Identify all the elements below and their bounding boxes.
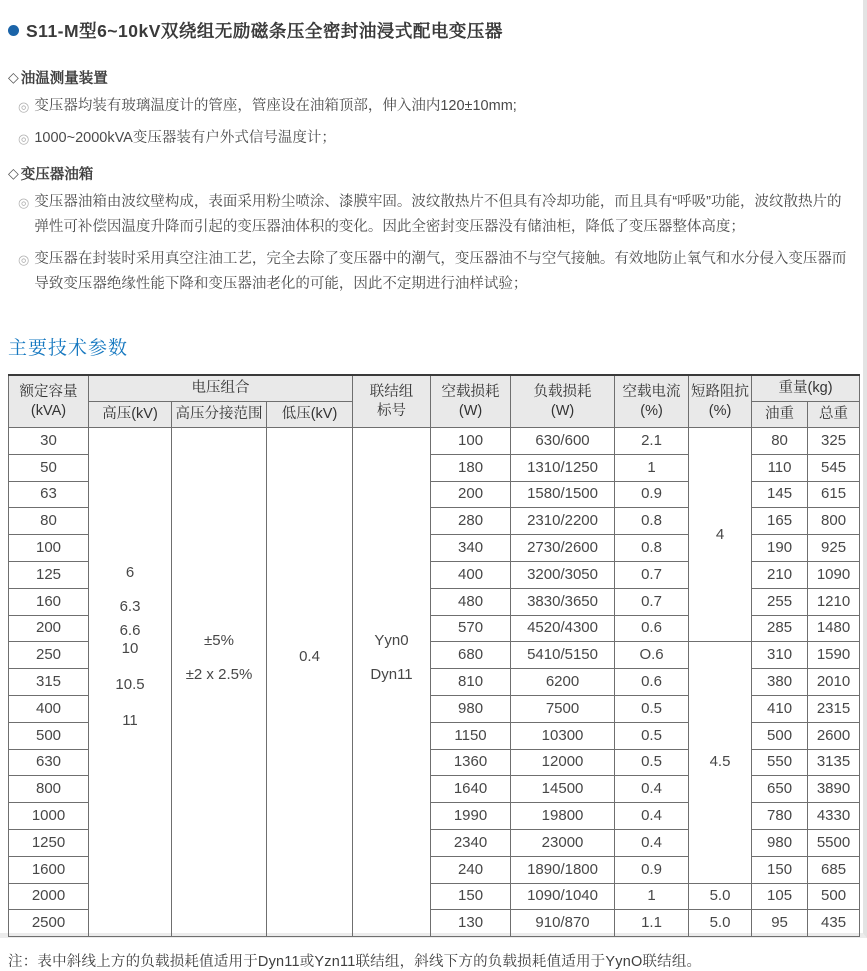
cell-total-weight: 685 (808, 856, 860, 883)
cell-total-weight: 2010 (808, 669, 860, 696)
cell-total-weight: 925 (808, 535, 860, 562)
table-row (9, 428, 860, 455)
cell-total-weight: 5500 (808, 829, 860, 856)
header-text: (kVA) (30, 402, 67, 419)
col-header-total-weight: 总重 (808, 402, 860, 428)
group-title-text: 变压器油箱 (20, 167, 94, 183)
feature-text: 变压器均装有玻璃温度计的管座，管座设在油箱顶部，伸入油内120±10mm; (34, 98, 517, 114)
cell-oil-weight: 980 (752, 829, 808, 856)
cell-kva: 200 (9, 615, 89, 642)
cell-vector-group-stack (353, 632, 430, 684)
cell-impedance: 5.0 (689, 910, 752, 937)
col-header-impedance (689, 375, 752, 428)
cell-no-load-current: 0.5 (615, 722, 689, 749)
cell-load-loss: 7500 (511, 695, 615, 722)
stack-value: 10 (121, 640, 139, 658)
stack-value: Yyn0 (374, 632, 409, 650)
cell-load-loss: 3830/3650 (511, 588, 615, 615)
cell-kva: 100 (9, 535, 89, 562)
stack-value: 11 (122, 712, 138, 730)
cell-load-loss: 19800 (511, 803, 615, 830)
diamond-icon: ◇ (8, 69, 19, 85)
cell-oil-weight: 650 (752, 776, 808, 803)
cell-no-load-current: 0.5 (615, 749, 689, 776)
col-header-no-load-current (615, 375, 689, 428)
cell-oil-weight: 255 (752, 588, 808, 615)
cell-no-load-current: 2.1 (615, 428, 689, 455)
feature-item (18, 126, 855, 151)
cell-load-loss: 5410/5150 (511, 642, 615, 669)
cell-oil-weight: 310 (752, 642, 808, 669)
cell-no-load-loss: 180 (431, 454, 511, 481)
header-text: (W) (550, 402, 575, 419)
cell-no-load-current: 0.6 (615, 615, 689, 642)
cell-load-loss: 23000 (511, 829, 615, 856)
table-note: 注：表中斜线上方的负载损耗值适用于Dyn11或Yzn11联结组，斜线下方的负载损耗值适用于YynO联结组。 (8, 954, 702, 971)
cell-kva: 50 (9, 454, 89, 481)
cell-no-load-loss: 680 (431, 642, 511, 669)
cell-kva: 2000 (9, 883, 89, 910)
cell-kva: 160 (9, 588, 89, 615)
cell-no-load-loss: 1990 (431, 803, 511, 830)
cell-kva: 80 (9, 508, 89, 535)
cell-no-load-current: 0.6 (615, 669, 689, 696)
cell-oil-weight: 95 (752, 910, 808, 937)
cell-total-weight: 500 (808, 883, 860, 910)
header-text: (%) (640, 402, 663, 419)
cell-no-load-current: 0.4 (615, 829, 689, 856)
col-header-weight: 重量(kg) (752, 375, 860, 402)
diamond-icon: ◇ (8, 165, 19, 181)
col-header-no-load-loss (431, 375, 511, 428)
header-text: 联结组 (369, 383, 414, 400)
cell-total-weight: 1210 (808, 588, 860, 615)
cell-tap-range (172, 428, 267, 937)
cell-oil-weight: 150 (752, 856, 808, 883)
cell-no-load-current: 0.4 (615, 803, 689, 830)
cell-total-weight: 615 (808, 481, 860, 508)
cell-oil-weight: 145 (752, 481, 808, 508)
cell-total-weight: 2315 (808, 695, 860, 722)
cell-load-loss: 1580/1500 (511, 481, 615, 508)
cell-kva: 500 (9, 722, 89, 749)
table-body (9, 428, 860, 937)
feature-group-title-oil-tank (8, 163, 855, 184)
cell-load-loss: 12000 (511, 749, 615, 776)
cell-kva: 315 (9, 669, 89, 696)
cell-kva: 125 (9, 561, 89, 588)
cell-no-load-loss: 2340 (431, 829, 511, 856)
cell-total-weight: 4330 (808, 803, 860, 830)
table-header (9, 375, 860, 428)
feature-item (18, 94, 855, 119)
cell-no-load-current: 0.8 (615, 508, 689, 535)
header-text: (W) (458, 402, 483, 419)
cell-total-weight: 325 (808, 428, 860, 455)
cell-hv-values-stack (89, 564, 171, 730)
feature-item (18, 190, 855, 240)
cell-no-load-current: 0.5 (615, 695, 689, 722)
cell-hv-values (89, 428, 172, 937)
cell-no-load-loss: 980 (431, 695, 511, 722)
cell-load-loss: 1090/1040 (511, 883, 615, 910)
col-header-hv: 高压(kV) (89, 402, 172, 428)
col-header-tap-range: 高压分接范围 (172, 402, 267, 428)
cell-oil-weight: 210 (752, 561, 808, 588)
stack-value: 6 (125, 564, 135, 582)
cell-kva: 1000 (9, 803, 89, 830)
col-header-vector-group (353, 375, 431, 428)
cell-no-load-current: 1 (615, 454, 689, 481)
col-header-oil-weight: 油重 (752, 402, 808, 428)
cell-no-load-current: 0.9 (615, 481, 689, 508)
cell-no-load-loss: 400 (431, 561, 511, 588)
cell-no-load-loss: 570 (431, 615, 511, 642)
cell-impedance: 4.5 (689, 642, 752, 883)
cell-kva: 2500 (9, 910, 89, 937)
cell-tap-range-stack (172, 632, 266, 684)
cell-impedance: 5.0 (689, 883, 752, 910)
cell-load-loss: 2310/2200 (511, 508, 615, 535)
col-header-lv: 低压(kV) (267, 402, 353, 428)
cell-total-weight: 1090 (808, 561, 860, 588)
cell-load-loss: 1890/1800 (511, 856, 615, 883)
cell-oil-weight: 165 (752, 508, 808, 535)
doc-title-row (8, 18, 855, 43)
col-header-rated-capacity (9, 375, 89, 428)
header-text: 额定容量 (19, 383, 78, 400)
cell-no-load-loss: 1640 (431, 776, 511, 803)
cell-no-load-loss: 1150 (431, 722, 511, 749)
stack-value: ±5% (204, 632, 234, 650)
cell-oil-weight: 410 (752, 695, 808, 722)
cell-kva: 400 (9, 695, 89, 722)
cell-no-load-current: 0.8 (615, 535, 689, 562)
cell-kva: 630 (9, 749, 89, 776)
cell-load-loss: 2730/2600 (511, 535, 615, 562)
page-title: S11-M型6~10kV双绕组无励磁条压全密封油浸式配电变压器 (26, 21, 503, 41)
cell-load-loss: 10300 (511, 722, 615, 749)
cell-no-load-current: 1.1 (615, 910, 689, 937)
cell-no-load-loss: 240 (431, 856, 511, 883)
section-heading-main-params: 主要技术参数 (8, 338, 129, 359)
header-text: 空载损耗 (441, 383, 500, 400)
cell-no-load-loss: 130 (431, 910, 511, 937)
cell-no-load-loss: 1360 (431, 749, 511, 776)
cell-kva: 63 (9, 481, 89, 508)
stack-value: 10.5 (115, 676, 145, 694)
cell-load-loss: 630/600 (511, 428, 615, 455)
cell-no-load-current: 0.4 (615, 776, 689, 803)
cell-kva: 30 (9, 428, 89, 455)
cell-oil-weight: 780 (752, 803, 808, 830)
feature-text: 变压器在封装时采用真空注油工艺，完全去除了变压器中的潮气，变压器油不与空气接触。有效地防止氧气和水分侵入变压器而导致变压器绝缘性能下降和变压器油老化的可能，因此不定期进行油样试验； (34, 251, 847, 292)
cell-oil-weight: 80 (752, 428, 808, 455)
cell-oil-weight: 190 (752, 535, 808, 562)
cell-vector-group (353, 428, 431, 937)
stack-value: Dyn11 (370, 666, 413, 684)
cell-total-weight: 2600 (808, 722, 860, 749)
cell-no-load-current: 0.9 (615, 856, 689, 883)
header-text: 短路阻抗 (691, 383, 750, 400)
tech-params-table (8, 374, 860, 937)
cell-total-weight: 3135 (808, 749, 860, 776)
circle-icon: ◎ (18, 195, 30, 210)
stack-value: 6.6 (119, 622, 141, 640)
header-text: (%) (708, 402, 732, 419)
header-row-1 (9, 375, 860, 402)
cell-kva: 250 (9, 642, 89, 669)
header-text: 负载损耗 (533, 383, 592, 400)
stack-value: ±2 x 2.5% (185, 666, 253, 684)
cell-load-loss: 6200 (511, 669, 615, 696)
circle-icon: ◎ (18, 99, 30, 114)
cell-total-weight: 3890 (808, 776, 860, 803)
cell-load-loss: 910/870 (511, 910, 615, 937)
cell-total-weight: 800 (808, 508, 860, 535)
cell-total-weight: 435 (808, 910, 860, 937)
cell-total-weight: 1480 (808, 615, 860, 642)
cell-kva: 1250 (9, 829, 89, 856)
cell-load-loss: 1310/1250 (511, 454, 615, 481)
cell-no-load-current: O.6 (615, 642, 689, 669)
cell-no-load-loss: 480 (431, 588, 511, 615)
cell-oil-weight: 500 (752, 722, 808, 749)
feature-item (18, 247, 855, 297)
cell-oil-weight: 110 (752, 454, 808, 481)
cell-oil-weight: 550 (752, 749, 808, 776)
cell-oil-weight: 380 (752, 669, 808, 696)
cell-impedance: 4 (689, 428, 752, 642)
cell-total-weight: 545 (808, 454, 860, 481)
col-header-voltage-combination: 电压组合 (89, 375, 353, 402)
col-header-load-loss (511, 375, 615, 428)
cell-oil-weight: 105 (752, 883, 808, 910)
cell-no-load-current: 1 (615, 883, 689, 910)
feature-text: 变压器油箱由波纹壁构成，表面采用粉尘喷涂、漆膜牢固。波纹散热片不但具有冷却功能，而且具有“呼吸”功能，波纹散热片的弹性可补偿因温度升降而引起的变压器油体积的变化。因此全密封变压器没有储油柜，降低了变压器整体高度； (34, 194, 842, 235)
header-text: 空载电流 (622, 383, 681, 400)
cell-load-loss: 4520/4300 (511, 615, 615, 642)
cell-no-load-current: 0.7 (615, 561, 689, 588)
cell-kva: 800 (9, 776, 89, 803)
cell-no-load-loss: 810 (431, 669, 511, 696)
cell-oil-weight: 285 (752, 615, 808, 642)
circle-icon: ◎ (18, 252, 30, 267)
group-title-text: 油温测量装置 (20, 71, 108, 87)
cell-total-weight: 1590 (808, 642, 860, 669)
circle-icon: ◎ (18, 131, 30, 146)
stack-value: 6.3 (119, 598, 141, 616)
cell-load-loss: 3200/3050 (511, 561, 615, 588)
feature-text: 1000~2000kVA变压器装有户外式信号温度计； (34, 130, 336, 146)
lv-value: 0.4 (299, 648, 320, 666)
cell-load-loss: 14500 (511, 776, 615, 803)
feature-group-title-oil-temp (8, 67, 855, 88)
cell-no-load-loss: 100 (431, 428, 511, 455)
cell-no-load-loss: 200 (431, 481, 511, 508)
cell-no-load-current: 0.7 (615, 588, 689, 615)
header-text: 标号 (377, 402, 407, 419)
cell-no-load-loss: 340 (431, 535, 511, 562)
bullet-icon (8, 25, 19, 36)
cell-kva: 1600 (9, 856, 89, 883)
cell-no-load-loss: 150 (431, 883, 511, 910)
cell-lv-value (267, 428, 353, 937)
cell-no-load-loss: 280 (431, 508, 511, 535)
